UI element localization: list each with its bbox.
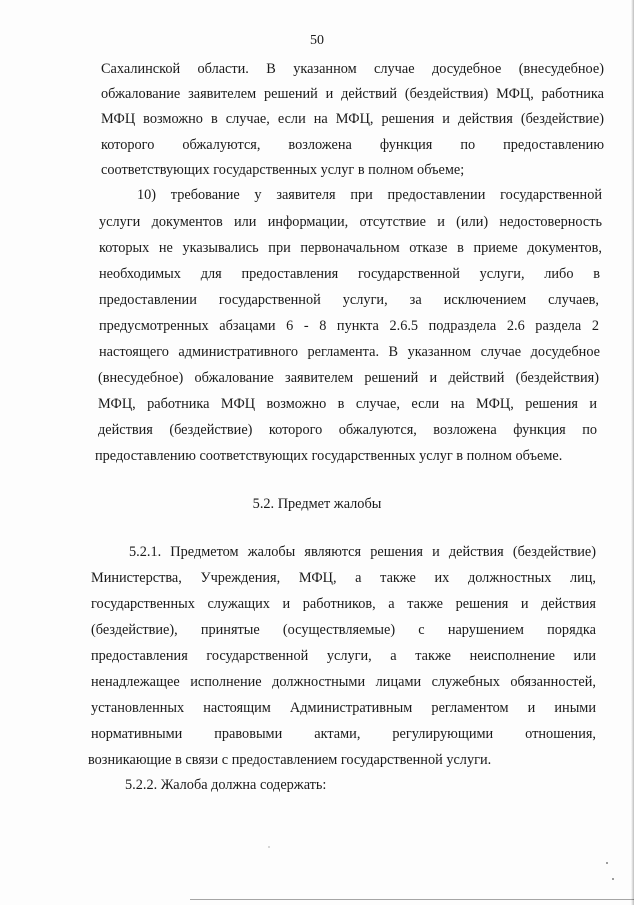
text-line: установленных настоящим Административным регламентом и иными — [91, 700, 596, 716]
text-line: действия (бездействие) которого обжалуются, возложена функция по — [98, 422, 597, 438]
text-line: предоставлению соответствующих государственных услуг в полном объеме. — [95, 448, 563, 464]
text-line: которого обжалуются, возложена функция по предоставлению — [101, 137, 604, 153]
page-number: 50 — [310, 33, 324, 48]
text-line: (бездействие), принятые (осуществляемые) с нарушением порядка — [91, 622, 596, 638]
text-line: нормативными правовыми актами, регулирующими отношения, — [91, 726, 596, 742]
text-line: МФЦ возможно в случае, если на МФЦ, решения и действия (бездействие) — [101, 111, 604, 127]
scan-speck — [268, 846, 270, 848]
text-line: (внесудебное) обжалование заявителем решений и действий (бездействия) — [98, 370, 599, 386]
text-line: государственных служащих и работников, а также решения и действия — [91, 596, 596, 612]
text-line: предоставления государственной услуги, а также неисполнение или — [91, 648, 596, 664]
text-line: услуги документов или информации, отсутствие и (или) недостоверность — [99, 214, 602, 230]
text-line: 5.2.1. Предметом жалобы являются решения и действия (бездействие) — [129, 544, 596, 560]
text-line: соответствующих государственных услуг в полном объеме; — [101, 162, 465, 178]
text-line: обжалование заявителем решений и действий (бездействия) МФЦ, работника — [101, 86, 604, 102]
text-line: возникающие в связи с предоставлением государственной услуги. — [88, 752, 492, 768]
text-line: настоящего административного регламента. В указанном случае досудебное — [99, 344, 600, 360]
scan-speck — [612, 878, 614, 880]
text-line: ненадлежащее исполнение должностными лицами служебных обязанностей, — [91, 674, 596, 690]
text-line: МФЦ, работника МФЦ возможно в случае, если на МФЦ, решения и — [98, 396, 597, 412]
text-line: Министерства, Учреждения, МФЦ, а также их должностных лиц, — [91, 570, 596, 586]
scan-bottom-line — [190, 899, 634, 900]
scan-speck — [606, 862, 608, 864]
text-line: 5.2.2. Жалоба должна содержать: — [125, 777, 327, 793]
section-heading: 5.2. Предмет жалобы — [252, 496, 382, 512]
text-line: необходимых для предоставления государственной услуги, либо в — [99, 266, 600, 282]
text-line: которых не указывались при первоначальном отказе в приеме документов, — [99, 240, 602, 256]
text-line: предоставлении государственной услуги, за исключением случаев, — [99, 292, 599, 308]
text-line: предусмотренных абзацами 6 - 8 пункта 2.6.5 подраздела 2.6 раздела 2 — [99, 318, 599, 334]
text-line: 10) требование у заявителя при предоставлении государственной — [137, 187, 602, 203]
text-line: Сахалинской области. В указанном случае досудебное (внесудебное) — [101, 61, 604, 77]
